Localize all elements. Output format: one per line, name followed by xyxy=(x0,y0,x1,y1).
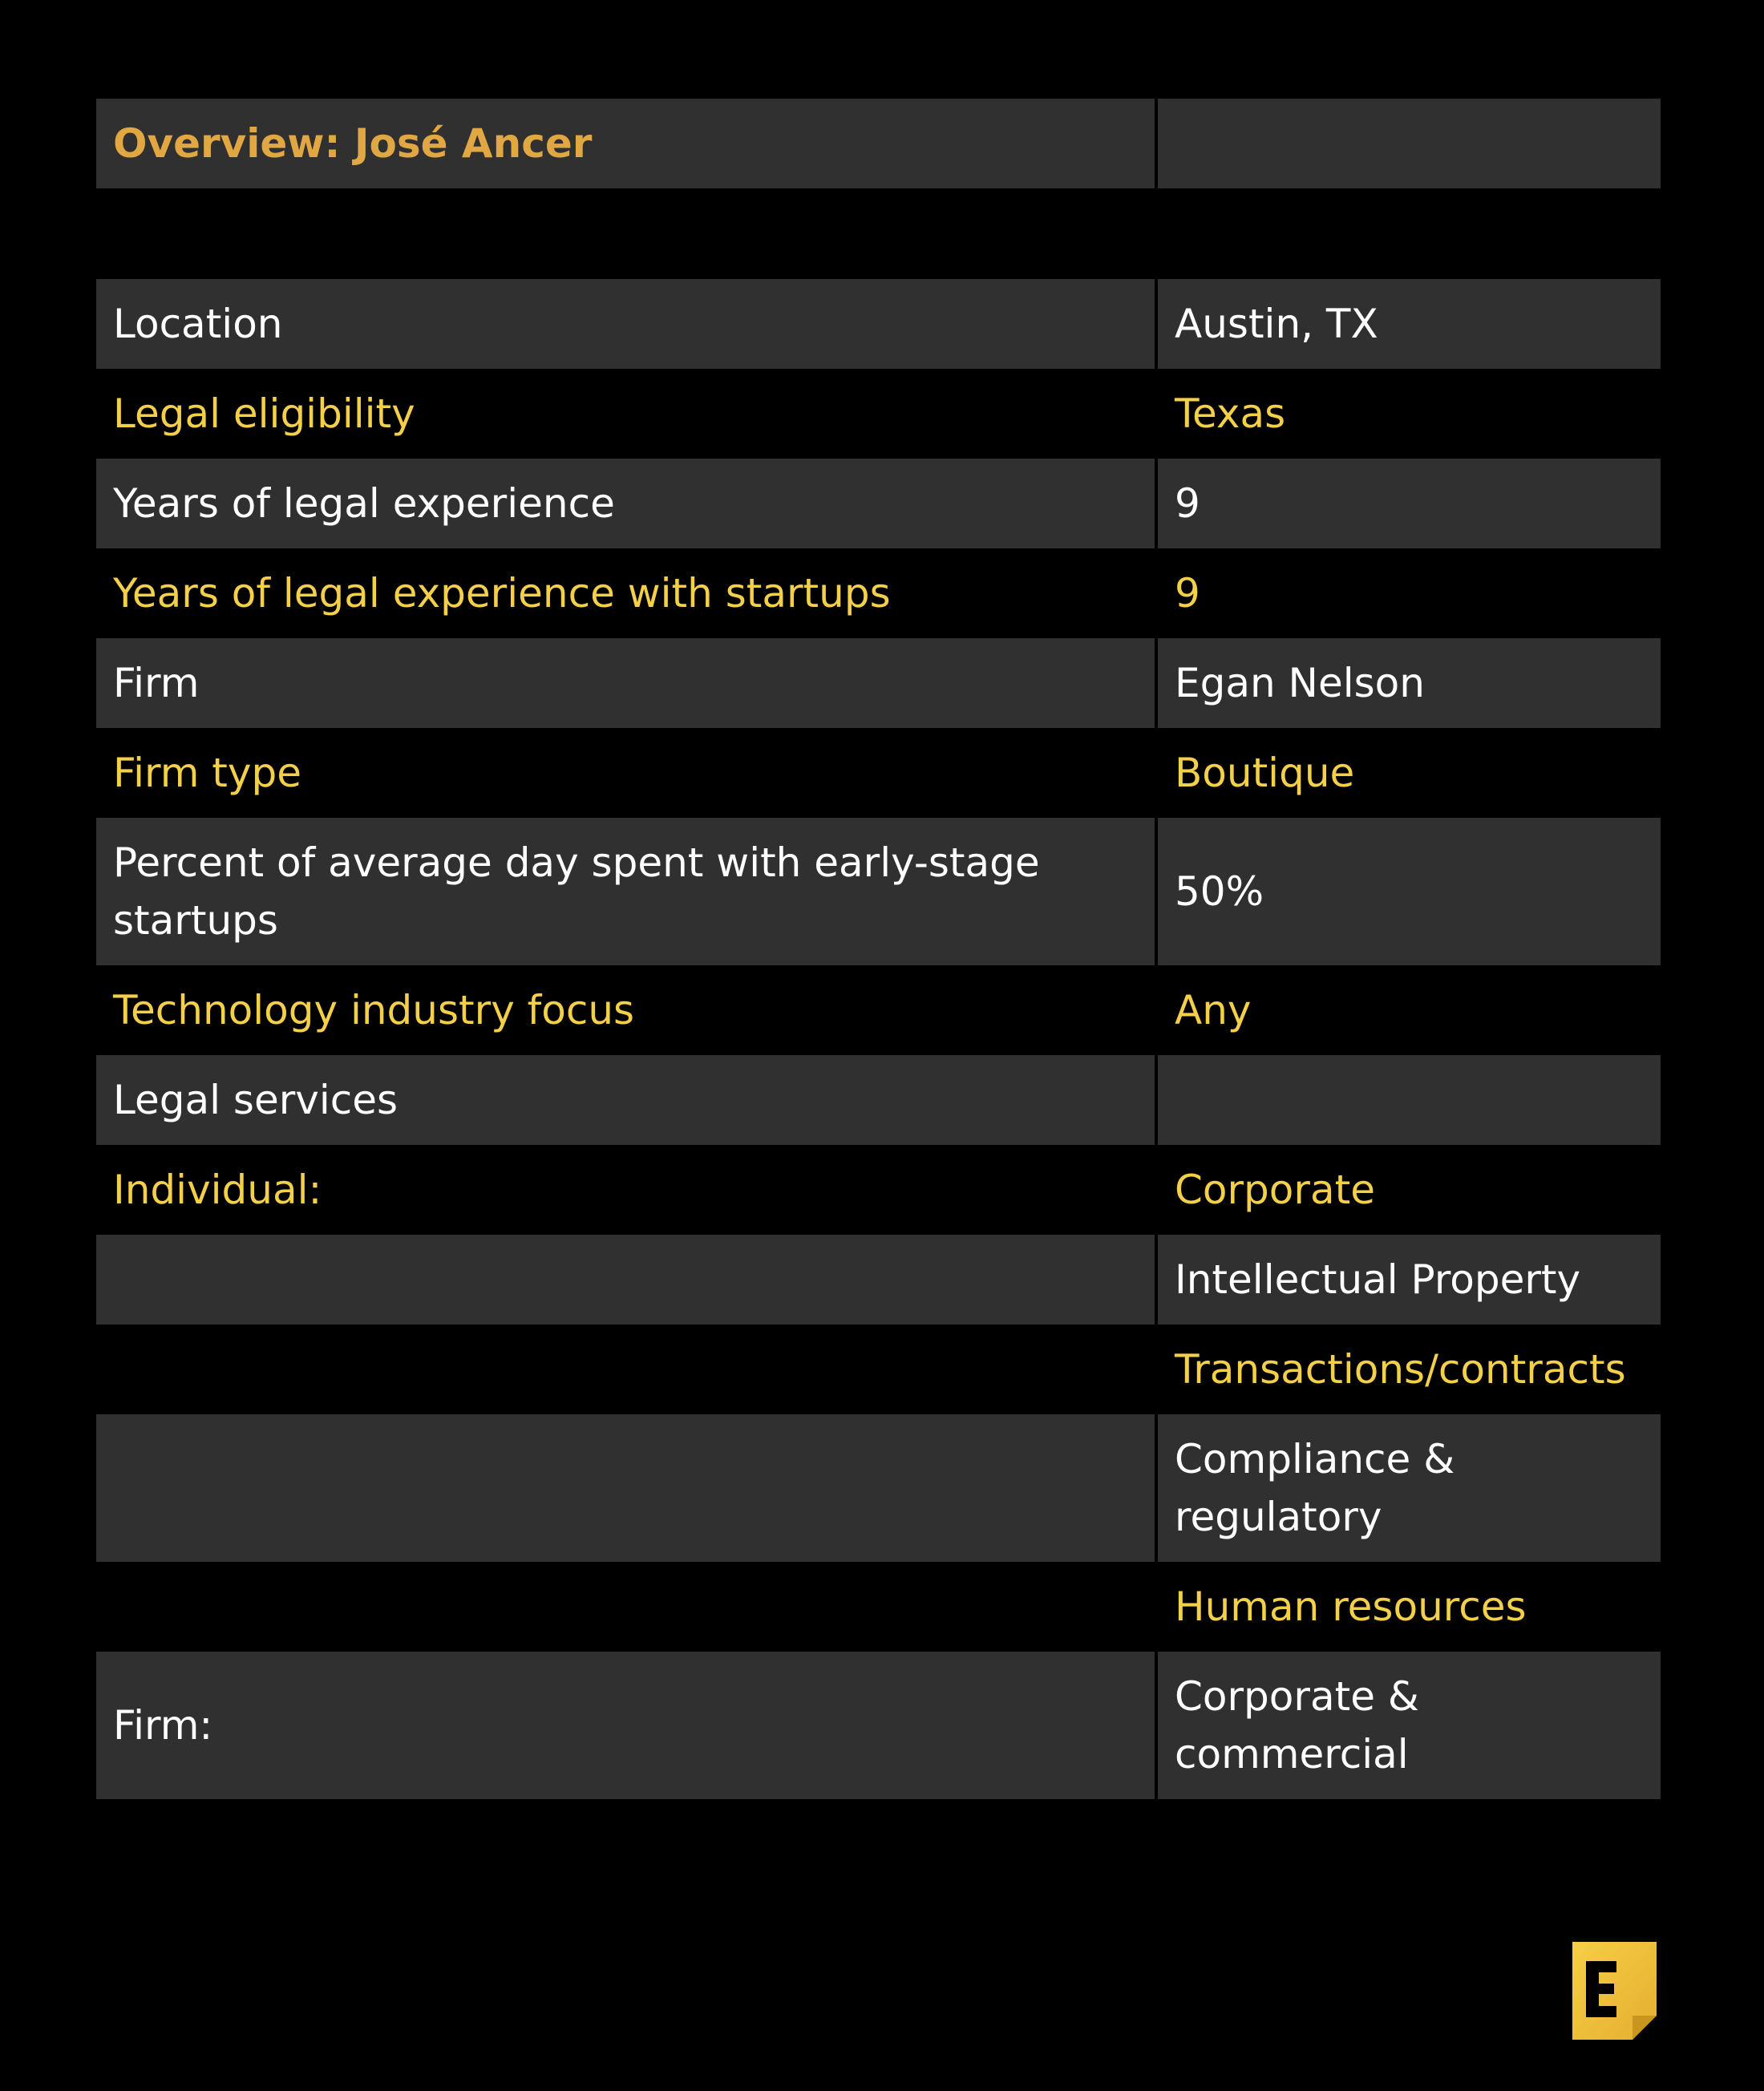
row-value xyxy=(1158,1055,1661,1145)
row-label: Location xyxy=(96,279,1155,369)
table-row xyxy=(96,1562,1661,1652)
row-label: Years of legal experience xyxy=(96,459,1155,548)
row-label xyxy=(96,1325,1155,1414)
row-value: Transactions/contracts xyxy=(1158,1325,1661,1414)
row-label xyxy=(96,1414,1155,1562)
row-label: Firm type xyxy=(96,728,1155,818)
table-row xyxy=(96,728,1661,818)
table-row xyxy=(96,1235,1661,1325)
row-value: 50% xyxy=(1158,818,1661,965)
table-row xyxy=(96,818,1661,965)
row-label: Firm xyxy=(96,638,1155,728)
row-label: Percent of average day spent with early-stage startups xyxy=(96,818,1155,965)
table-row xyxy=(96,459,1661,548)
row-label: Firm: xyxy=(96,1652,1155,1799)
row-value: Human resources xyxy=(1158,1562,1661,1652)
row-value: Corporate xyxy=(1158,1145,1661,1235)
table-row xyxy=(96,1325,1661,1414)
table-row xyxy=(96,1145,1661,1235)
table-row xyxy=(96,1652,1661,1799)
row-label: Individual: xyxy=(96,1145,1155,1235)
row-label xyxy=(96,1562,1155,1652)
table-row xyxy=(96,369,1661,459)
table-row xyxy=(96,279,1661,369)
row-value: Corporate & commercial xyxy=(1158,1652,1661,1799)
row-value: Texas xyxy=(1158,369,1661,459)
row-label: Technology industry focus xyxy=(96,965,1155,1055)
row-label: Years of legal experience with startups xyxy=(96,548,1155,638)
overview-header-empty-cell xyxy=(1158,99,1661,188)
row-value: Boutique xyxy=(1158,728,1661,818)
row-label: Legal services xyxy=(96,1055,1155,1145)
overview-title: Overview: José Ancer xyxy=(96,99,1155,188)
row-value: Austin, TX xyxy=(1158,279,1661,369)
row-value: 9 xyxy=(1158,459,1661,548)
table-row xyxy=(96,1414,1661,1562)
overview-details-table xyxy=(96,279,1661,1799)
row-label: Legal eligibility xyxy=(96,369,1155,459)
brand-logo-icon xyxy=(1572,1942,1657,2040)
row-value: Any xyxy=(1158,965,1661,1055)
overview-header-table xyxy=(96,99,1661,188)
table-row xyxy=(96,548,1661,638)
row-value: Intellectual Property xyxy=(1158,1235,1661,1325)
overview-header-row xyxy=(96,99,1661,188)
table-row xyxy=(96,965,1661,1055)
row-value: Egan Nelson xyxy=(1158,638,1661,728)
table-row xyxy=(96,638,1661,728)
table-row xyxy=(96,1055,1661,1145)
row-value: Compliance & regulatory xyxy=(1158,1414,1661,1562)
row-label xyxy=(96,1235,1155,1325)
row-value: 9 xyxy=(1158,548,1661,638)
